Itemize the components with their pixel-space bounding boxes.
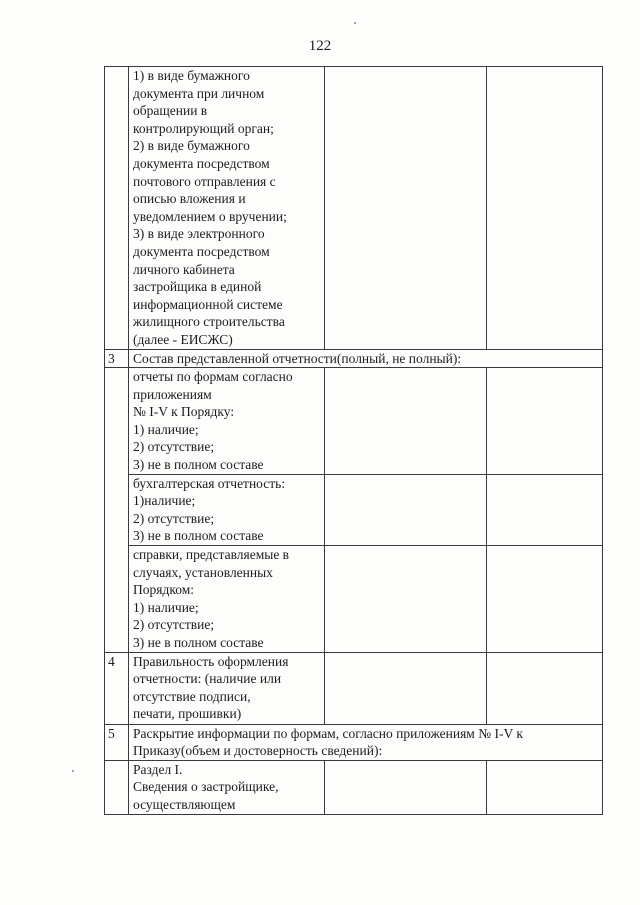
note-cell — [487, 474, 603, 545]
table-row — [105, 760, 603, 814]
table-row — [105, 652, 603, 724]
row-number-empty — [105, 760, 129, 814]
scan-speck — [354, 22, 356, 24]
row-number-empty — [105, 368, 129, 653]
note-cell — [487, 67, 603, 350]
note-cell — [487, 652, 603, 724]
criterion-cell: отчеты по формам согласно приложениям № I-V к Порядку: 1) наличие; 2) отсутствие; 3) не в полном составе — [129, 368, 325, 475]
criterion-cell: бухгалтерская отчетность: 1)наличие; 2) отсутствие; 3) не в полном составе — [129, 474, 325, 545]
scan-speck — [72, 770, 74, 772]
report-check-table — [104, 66, 603, 815]
row-number — [105, 67, 129, 350]
table-row — [105, 546, 603, 653]
table-row — [105, 349, 603, 368]
criterion-cell: Раздел I. Сведения о застройщике, осуществляющем — [129, 760, 325, 814]
table-row — [105, 67, 603, 350]
criterion-cell: справки, представляемые в случаях, установленных Порядком: 1) наличие; 2) отсутствие; 3) не в полном составе — [129, 546, 325, 653]
page-number: 122 — [308, 38, 332, 54]
value-cell — [325, 474, 487, 545]
section-heading-cell: Раскрытие информации по формам, согласно приложениям № I-V к Приказу(объем и достоверность сведений): — [129, 724, 603, 760]
value-cell — [325, 67, 487, 350]
table-row — [105, 474, 603, 545]
value-cell — [325, 760, 487, 814]
section-heading-cell: Состав представленной отчетности(полный, не полный): — [129, 349, 603, 368]
note-cell — [487, 760, 603, 814]
table-row — [105, 724, 603, 760]
row-number: 3 — [105, 349, 129, 368]
criterion-cell: 1) в виде бумажного документа при личном обращении в контролирующий орган; 2) в виде бумажного документа посредством почтового отправления с описью вложения и уведомлением о вручении; 3) в виде электронного документа посредством личного кабинета застройщика в единой информационной системе жилищного строительства (далее - ЕИСЖС) — [129, 67, 325, 350]
row-number: 4 — [105, 652, 129, 724]
value-cell — [325, 546, 487, 653]
note-cell — [487, 368, 603, 475]
value-cell — [325, 652, 487, 724]
value-cell — [325, 368, 487, 475]
criterion-cell: Правильность оформления отчетности: (наличие или отсутствие подписи, печати, прошивки) — [129, 652, 325, 724]
note-cell — [487, 546, 603, 653]
row-number: 5 — [105, 724, 129, 760]
table-row — [105, 368, 603, 475]
